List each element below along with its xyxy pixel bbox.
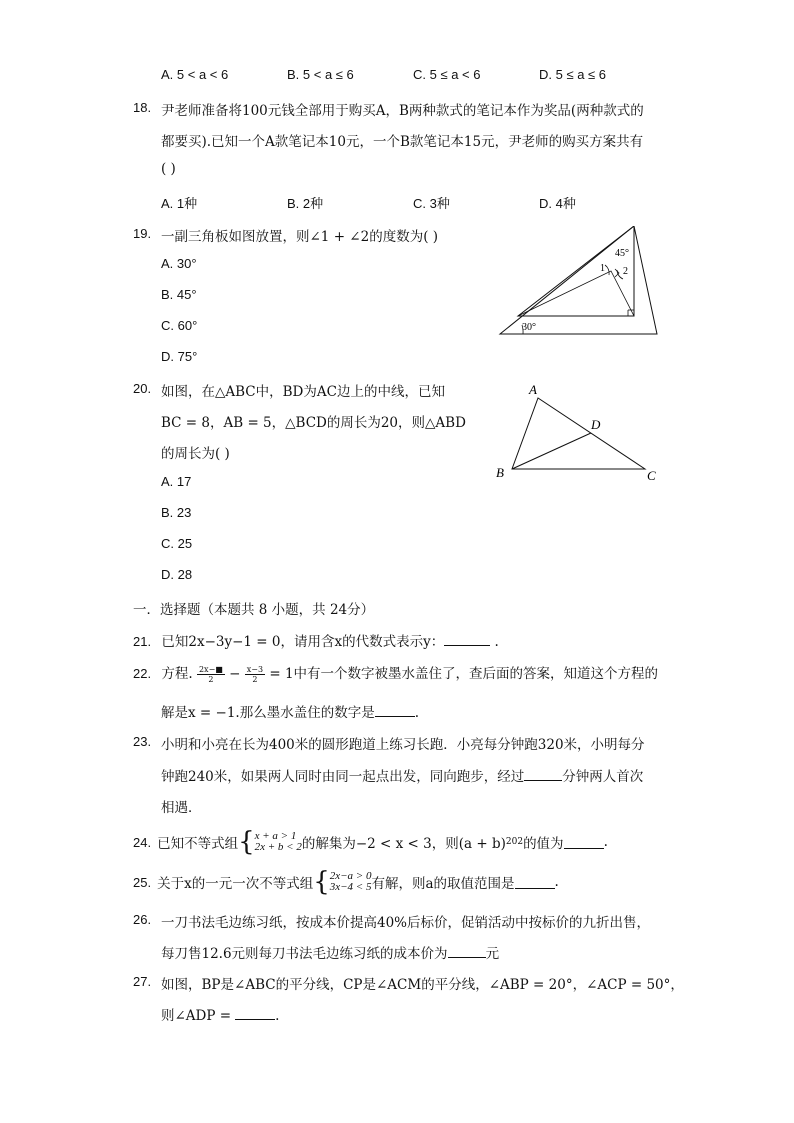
- question-24: [133, 823, 608, 861]
- q17-option-c: C. 5 ≤ a < 6: [413, 67, 481, 82]
- q22-line2-row: [161, 701, 419, 721]
- label-d: D: [591, 417, 601, 432]
- q25-row1: 2x−a > 0: [329, 870, 372, 882]
- q27-end: .: [275, 1008, 280, 1024]
- q21-end: .: [490, 634, 499, 650]
- q20-option-d: D. 28: [161, 567, 193, 582]
- question-22: [133, 662, 658, 684]
- q25-number: 25.: [133, 874, 152, 890]
- q20-line2: BC = 8，AB = 5，△BCD的周长为20，则△ABD: [161, 415, 466, 431]
- q20-line1: 如图，在△ABC中，BD为AC边上的中线，已知: [161, 384, 445, 400]
- q24-system: [255, 831, 302, 853]
- q18-option-b: B. 2种: [287, 196, 324, 211]
- q27-line2: 则∠ADP =: [161, 1008, 232, 1024]
- q24-end: .: [603, 834, 608, 850]
- q18-number: 18.: [133, 100, 152, 115]
- q19-option-b: B. 45°: [161, 287, 197, 302]
- median-bd: [512, 433, 591, 469]
- q18-option-c: C. 3种: [413, 196, 450, 211]
- q23-line1: 小明和小亮在长为400米的圆形跑道上练习长跑．小亮每分钟跑320米，小明每分: [161, 737, 645, 753]
- q18-line1: 尹老师准备将100元钱全部用于购买A，B两种款式的笔记本作为奖品(两种款式的: [161, 103, 644, 119]
- q26-answer-blank[interactable]: [448, 945, 486, 958]
- q22-number: 22.: [133, 666, 152, 681]
- q24-brace: {: [238, 827, 255, 857]
- q24-row2: 2x + b < 2: [254, 841, 302, 853]
- q20-option-a: A. 17: [161, 474, 192, 489]
- triangle-abc: [512, 398, 645, 469]
- label-a: A: [529, 382, 537, 397]
- q18-option-a: A. 1种: [161, 196, 198, 211]
- q20-number: 20.: [133, 381, 152, 396]
- q25-answer-blank[interactable]: [515, 876, 555, 889]
- q19-option-d: D. 75°: [161, 349, 198, 364]
- q23-line2b: 分钟两人首次: [562, 769, 644, 785]
- q24-post: 的解集为−2 < x < 3，则(a + b): [301, 836, 506, 852]
- q23-answer-blank[interactable]: [524, 768, 562, 781]
- q27-line2-row: [161, 1004, 279, 1024]
- q20-triangle-figure: [490, 378, 670, 488]
- large-set-square: [500, 226, 657, 334]
- q24-row1: x + a > 1: [254, 830, 297, 842]
- q25-row2: 3x−4 < 5: [329, 881, 372, 893]
- label-45: 45°: [615, 248, 629, 259]
- label-c: C: [647, 468, 656, 483]
- q22-pre: 方程.: [161, 666, 193, 682]
- q22-answer-blank[interactable]: [375, 704, 415, 717]
- section-title: 一．选择题（本题共 8 小题，共 24分）: [133, 602, 375, 618]
- q20-option-c: C. 25: [161, 536, 193, 551]
- q17-option-d: D. 5 ≤ a ≤ 6: [539, 67, 607, 82]
- q23-line2-row: [161, 765, 643, 785]
- q21-number: 21.: [133, 634, 152, 649]
- q22-minus: −: [229, 666, 241, 682]
- q24-number: 24.: [133, 834, 152, 850]
- q21-text: 已知2x−3y−1 = 0，请用含x的代数式表示y：: [161, 634, 445, 650]
- q25-end: .: [554, 874, 559, 890]
- q24-answer-blank[interactable]: [564, 836, 604, 849]
- q19-option-c: C. 60°: [161, 318, 198, 333]
- q25-system: [330, 871, 372, 893]
- q23-line3: 相遇．: [161, 800, 202, 816]
- q23-number: 23.: [133, 734, 152, 749]
- q24-exponent: 202: [505, 837, 524, 847]
- q27-answer-blank[interactable]: [235, 1007, 275, 1020]
- q23-line2a: 钟跑240米，如果两人同时由同一起点出发，同向跑步，经过: [161, 769, 525, 785]
- q24-post2: 的值为: [523, 836, 564, 852]
- q22-line2-end: .: [414, 705, 419, 721]
- q25-brace: {: [313, 867, 330, 897]
- q22-post: = 1中有一个数字被墨水盖住了，查后面的答案，知道这个方程的: [269, 666, 659, 682]
- q19-option-a: A. 30°: [161, 256, 197, 271]
- label-b: B: [496, 465, 504, 480]
- q17-option-a: A. 5 < a < 6: [161, 67, 229, 82]
- q25-pre: 关于x的一元一次不等式组: [157, 876, 314, 892]
- label-2: 2: [623, 266, 628, 277]
- q19-stem: 一副三角板如图放置，则∠1 + ∠2的度数为( ): [161, 229, 439, 245]
- q18-line3: ( ): [161, 161, 176, 177]
- q22-line2: 解是x = −1.那么墨水盖住的数字是: [161, 705, 375, 721]
- q24-pre: 已知不等式组: [157, 836, 239, 852]
- q26-line1: 一刀书法毛边练习纸，按成本价提高40%后标价，促销活动中按标价的九折出售，: [161, 915, 651, 931]
- q18-line2: 都要买).已知一个A款笔记本10元，一个B款笔记本15元，尹老师的购买方案共有: [161, 134, 644, 150]
- question-21: [133, 630, 499, 650]
- q26-line2b: 元: [485, 946, 500, 962]
- q26-line2-row: [161, 942, 499, 962]
- q27-number: 27.: [133, 974, 152, 989]
- q20-option-b: B. 23: [161, 505, 192, 520]
- q21-answer-blank[interactable]: [444, 633, 490, 646]
- q22-fraction-2: $\frac{x-3}{2}$: [246, 665, 264, 684]
- label-1: 1: [600, 263, 605, 274]
- q18-option-d: D. 4种: [539, 196, 576, 211]
- q20-line3: 的周长为( ): [161, 446, 230, 462]
- label-30: 30°: [522, 322, 536, 333]
- question-25: [133, 864, 559, 900]
- q27-line1: 如图，BP是∠ABC的平分线，CP是∠ACM的平分线，∠ABP = 20°，∠ACP = 50°，: [161, 977, 684, 993]
- q17-option-b: B. 5 < a ≤ 6: [287, 67, 354, 82]
- inner-triangle: [518, 271, 634, 316]
- q26-number: 26.: [133, 912, 152, 927]
- q22-fraction-1: $\frac{2x-■}{2}$: [198, 665, 223, 684]
- q26-line2a: 每刀售12.6元则每刀书法毛边练习纸的成本价为: [161, 946, 448, 962]
- q19-number: 19.: [133, 226, 152, 241]
- q25-post: 有解，则a的取值范围是: [371, 876, 515, 892]
- q19-triangle-figure: [495, 226, 665, 341]
